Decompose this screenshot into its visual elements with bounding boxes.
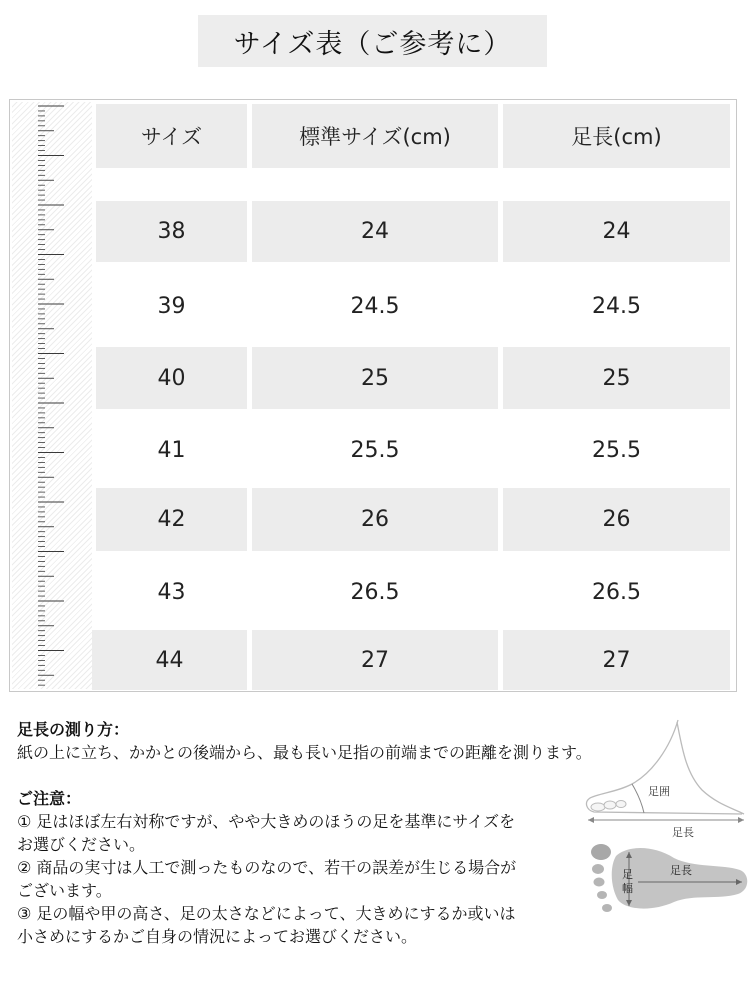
length-label: 足長 (672, 826, 694, 839)
table-cell-size: 39 (157, 294, 186, 319)
header-standard-size: 標準サイズ(cm) (252, 104, 498, 168)
header-size: サイズ (96, 104, 247, 168)
table-cell-foot-length: 25 (503, 347, 730, 409)
table-cell-foot-length: 25.5 (592, 437, 641, 463)
ruler-decoration (12, 102, 92, 689)
width-label-2: 幅 (622, 882, 633, 895)
page-title: サイズ表（ご参考に） (198, 15, 547, 67)
header-foot-length: 足長(cm) (503, 104, 730, 168)
table-cell-foot-length: 26.5 (592, 579, 641, 605)
girth-label: 足囲 (648, 785, 670, 798)
table-cell-size: 40 (96, 347, 247, 409)
table-cell-standard: 26.5 (350, 579, 400, 605)
caution-heading: ご注意： (17, 789, 82, 808)
table-cell-foot-length: 26 (503, 488, 730, 551)
size-table (9, 99, 737, 692)
table-cell-standard: 25.5 (350, 437, 400, 463)
table-cell-standard: 24.5 (350, 294, 400, 319)
caution-line: お選びください。 (17, 835, 146, 854)
length-label-2: 足長 (670, 864, 692, 877)
caution-line: ② 商品の実寸は人工で測ったものなので、若干の誤差が生じる場合が (17, 858, 517, 877)
table-cell-foot-length: 24.5 (592, 294, 641, 319)
ruler-icon (12, 102, 92, 689)
measurement-notes (17, 718, 657, 948)
table-cell-foot-length: 24 (503, 201, 730, 262)
table-cell-size: 44 (92, 630, 247, 690)
table-cell-standard: 24 (252, 201, 498, 262)
table-cell-standard: 26 (252, 488, 498, 551)
table-cell-standard: 25 (252, 347, 498, 409)
table-cell-size: 38 (96, 201, 247, 262)
caution-line: ① 足はほぼ左右対称ですが、やや大きめのほうの足を基準にサイズを (17, 812, 516, 831)
caution-line: ③ 足の幅や甲の高さ、足の太さなどによって、大きめにするか或いは (17, 904, 516, 923)
measure-heading: 足長の測り方： (17, 720, 130, 739)
caution-line: ございます。 (17, 881, 112, 900)
foot-measurement-figure (582, 718, 750, 938)
measure-text: 紙の上に立ち、かかとの後端から、最も長い足指の前端までの距離を測ります。 (17, 743, 592, 762)
table-cell-standard: 27 (252, 630, 498, 690)
caution-line: 小さめにするかご自身の情況によってお選びください。 (17, 927, 418, 946)
width-label-1: 足 (622, 868, 633, 881)
table-cell-size: 42 (96, 488, 247, 551)
foot-diagram-icon (582, 718, 750, 938)
table-cell-size: 41 (157, 437, 186, 463)
table-cell-size: 43 (157, 579, 186, 605)
table-cell-foot-length: 27 (503, 630, 730, 690)
